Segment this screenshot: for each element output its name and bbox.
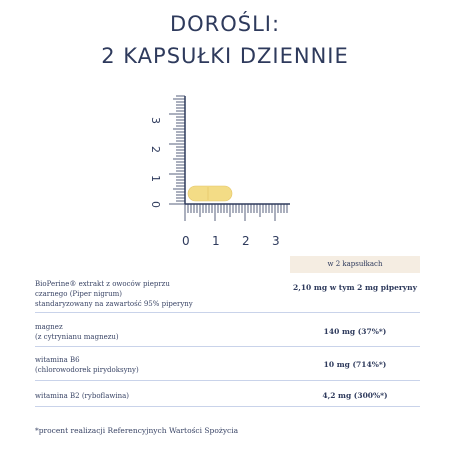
row-value (290, 283, 420, 293)
row-divider (35, 346, 420, 347)
value-line: 140 mg (37%*) (323, 327, 387, 336)
rws-footnote: *procent realizacji Referencyjnych Wartości Spożycia (35, 426, 239, 435)
desc-line: BioPerine® extrakt z owoców pieprzu (35, 280, 170, 288)
horizontal-label-0: 0 (182, 234, 190, 248)
row-divider (35, 312, 420, 313)
vertical-ruler-ticks (169, 96, 185, 204)
row-description (35, 279, 193, 309)
horizontal-ruler-ticks (185, 204, 287, 221)
row-divider (35, 406, 420, 407)
vertical-label-3: 3 (149, 117, 162, 124)
desc-line: witamina B2 (ryboflawina) (35, 392, 130, 400)
desc-line: czarnego (Piper nigrum) (35, 290, 123, 298)
value-line: 4,2 mg (300%*) (322, 391, 388, 400)
vertical-label-0: 0 (149, 201, 162, 208)
vertical-label-2: 2 (149, 146, 162, 153)
vertical-label-1: 1 (149, 175, 162, 182)
capsule-size-ruler (130, 88, 300, 253)
desc-line: standaryzowany na zawartość 95% piperyny (35, 300, 193, 308)
horizontal-label-1: 1 (212, 234, 220, 248)
row-divider (35, 380, 420, 381)
value-line: w tym 2 mg piperyny (329, 283, 417, 292)
desc-line: magnez (35, 323, 63, 331)
horizontal-label-2: 2 (242, 234, 250, 248)
row-description (35, 322, 119, 342)
page-title-line2: 2 KAPSUŁKI DZIENNIE (101, 44, 349, 68)
desc-line: (z cytrynianu magnezu) (35, 333, 119, 341)
row-description (35, 355, 139, 375)
value-line: 10 mg (714%*) (323, 360, 387, 369)
desc-line: witamina B6 (35, 356, 80, 364)
page-title-line1: DOROŚLI: (169, 12, 281, 36)
row-value (290, 327, 420, 337)
horizontal-label-3: 3 (272, 234, 280, 248)
row-value (290, 391, 420, 401)
desc-line: (chlorowodorek pirydoksyny) (35, 366, 139, 374)
row-value (290, 360, 420, 370)
capsule-icon (188, 186, 232, 201)
row-description (35, 391, 129, 401)
table-header-per-2-capsules: w 2 kapsułkach (290, 256, 420, 273)
value-line: 2,10 mg (293, 283, 328, 292)
